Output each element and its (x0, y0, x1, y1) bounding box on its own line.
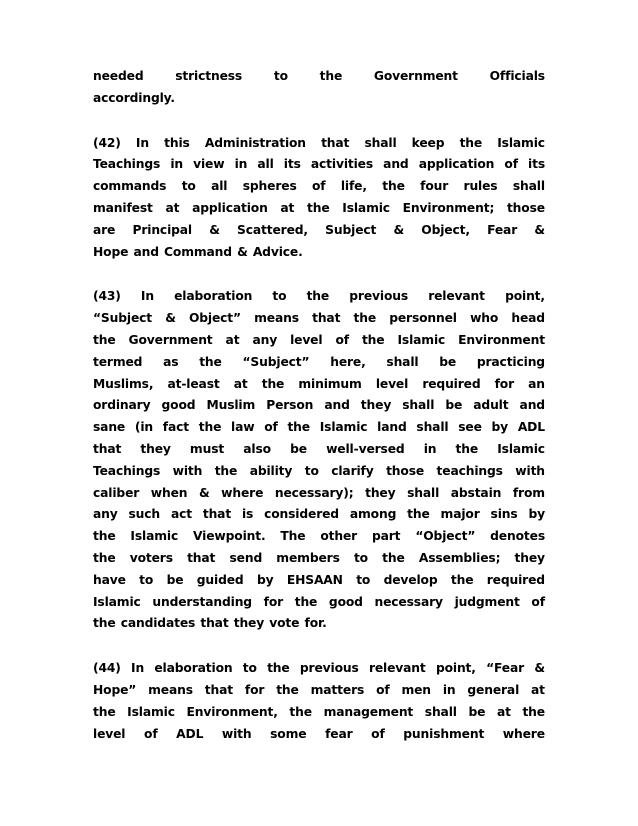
word: in (423, 441, 437, 456)
word: among (349, 507, 397, 522)
word: elaboration (174, 289, 253, 304)
word: the (198, 420, 222, 435)
word: here, (330, 354, 366, 369)
word: the (294, 594, 318, 609)
word: Command (164, 244, 232, 259)
word: to (304, 463, 319, 478)
word: manifest (93, 200, 153, 215)
text-line (93, 724, 545, 746)
word: all (211, 179, 228, 194)
word: The (280, 529, 306, 544)
word: minimum (298, 376, 362, 391)
word: Object, (421, 222, 470, 237)
paragraph (93, 66, 545, 110)
word: that (312, 311, 341, 326)
word: & (534, 222, 545, 237)
word: by (528, 507, 545, 522)
word: & (209, 222, 220, 237)
word: they (140, 441, 171, 456)
word: to (356, 572, 371, 587)
word: good (328, 594, 363, 609)
paragraph (93, 133, 545, 264)
word: when (150, 485, 188, 500)
word: at (233, 376, 248, 391)
word: Government (128, 332, 213, 347)
word: (43) (93, 289, 121, 304)
word: considered (264, 507, 339, 522)
word: for (494, 376, 515, 391)
word: “Subject” (242, 354, 310, 369)
word: they (360, 398, 392, 413)
word: its (528, 157, 545, 172)
word: at-least (167, 376, 220, 391)
word: any (252, 332, 278, 347)
word: that (187, 550, 216, 565)
word: the (307, 200, 330, 215)
word: understanding (152, 594, 252, 609)
word: part (371, 529, 401, 544)
word: well-versed (326, 441, 405, 456)
paragraph (93, 658, 545, 745)
word: sane (93, 420, 126, 435)
word: for (244, 682, 265, 697)
word: previous (349, 289, 409, 304)
word: to (181, 179, 196, 194)
word: for. (304, 616, 327, 631)
text-line (93, 592, 545, 614)
word: at (280, 200, 295, 215)
text-line (93, 570, 545, 592)
word: the (93, 529, 116, 544)
word: & (198, 485, 210, 500)
word: the (450, 572, 474, 587)
word: the (459, 135, 483, 150)
word: where (502, 726, 545, 741)
text-line (93, 526, 545, 548)
word: of (504, 157, 518, 172)
word: be (166, 572, 184, 587)
word: those (506, 200, 545, 215)
word: the (522, 704, 545, 719)
word: necessary); (274, 485, 354, 500)
word: & (165, 311, 176, 326)
text-line (93, 154, 545, 176)
text-line (93, 613, 545, 635)
word: those (386, 463, 425, 478)
word: that (204, 682, 233, 697)
word: law (231, 420, 255, 435)
word: the (261, 376, 285, 391)
word: & (534, 661, 545, 676)
word: ADL (517, 420, 545, 435)
text-line (93, 133, 545, 155)
word: teachings (436, 463, 503, 478)
word: clarify (331, 463, 374, 478)
text-line (93, 286, 545, 308)
word: they (514, 550, 545, 565)
word: (44) (93, 661, 121, 676)
word: the (93, 616, 116, 631)
word: matters (310, 682, 365, 697)
word: the (319, 69, 343, 83)
word: EHSAAN (286, 572, 343, 587)
word: they (233, 616, 265, 631)
word: shall (364, 135, 397, 150)
word: level (375, 376, 409, 391)
text-line (93, 352, 545, 374)
word: major (440, 507, 480, 522)
word: shall (424, 704, 457, 719)
word: Islamic (497, 441, 545, 456)
word: Islamic (127, 704, 175, 719)
word: abstain (450, 485, 502, 500)
word: where (221, 485, 264, 500)
word: the (382, 550, 405, 565)
word: and (519, 398, 545, 413)
word: land (377, 420, 407, 435)
word: that (202, 507, 232, 522)
word: its (283, 157, 301, 172)
word: In (131, 661, 145, 676)
word: adult (473, 398, 509, 413)
word: Principal (132, 222, 193, 237)
word: shall (416, 420, 449, 435)
word: Islamic (397, 332, 446, 347)
word: elaboration (154, 661, 233, 676)
word: life, (340, 179, 367, 194)
word: the (93, 704, 116, 719)
word: and (383, 157, 409, 172)
text-line (93, 198, 545, 220)
word: by (491, 420, 509, 435)
word: “Object” (415, 529, 476, 544)
word: “Subject (93, 311, 153, 326)
word: commands (93, 179, 167, 194)
word: at (165, 200, 180, 215)
word: Islamic (130, 529, 179, 544)
word: other (320, 529, 358, 544)
word: at (225, 332, 240, 347)
word: strictness (175, 69, 243, 83)
word: accordingly. (93, 90, 175, 105)
word: & (237, 244, 248, 259)
word: at (531, 682, 545, 697)
word: be (439, 354, 457, 369)
word: be (290, 441, 307, 456)
word: Government (373, 69, 458, 83)
word: in (234, 157, 248, 172)
word: fear (325, 726, 353, 741)
word: Muslim (206, 398, 256, 413)
word: head (511, 311, 545, 326)
word: and (324, 398, 350, 413)
word: the (93, 550, 116, 565)
word: Person (266, 398, 314, 413)
word: shall (512, 179, 545, 194)
word: of (264, 420, 278, 435)
word: Teachings (93, 463, 161, 478)
word: Hope” (93, 682, 137, 697)
document-page (93, 66, 545, 768)
word: this (164, 135, 190, 150)
text-line (93, 439, 545, 461)
word: for (263, 594, 284, 609)
word: send (229, 550, 263, 565)
word: the (407, 507, 430, 522)
word: ADL (176, 726, 204, 741)
word: point, (435, 661, 476, 676)
word: see (458, 420, 482, 435)
text-line (93, 483, 545, 505)
word: the (276, 682, 299, 697)
word: the (382, 179, 405, 194)
text-line (93, 374, 545, 396)
word: the (93, 332, 116, 347)
word: relevant (368, 661, 426, 676)
word: at (496, 704, 511, 719)
word: all (257, 157, 274, 172)
text-line (93, 242, 545, 264)
word: fact (162, 420, 189, 435)
word: with (221, 726, 252, 741)
word: the (287, 420, 310, 435)
word: Islamic (497, 135, 545, 150)
word: who (470, 311, 499, 326)
word: Viewpoint. (193, 529, 266, 544)
text-line (93, 176, 545, 198)
word: that (93, 441, 122, 456)
word: shall (402, 398, 435, 413)
word: (42) (93, 135, 121, 150)
word: general (467, 682, 520, 697)
word: management (323, 704, 414, 719)
word: are (93, 222, 116, 237)
word: In (135, 135, 149, 150)
word: denotes (490, 529, 545, 544)
word: (in (134, 420, 154, 435)
word: to (353, 550, 368, 565)
text-line (93, 88, 545, 110)
word: an (528, 376, 545, 391)
word: the (353, 311, 377, 326)
word: in (442, 682, 456, 697)
word: the (214, 463, 238, 478)
word: means (254, 311, 299, 326)
word: & (393, 222, 405, 237)
word: spheres (242, 179, 297, 194)
word: to (242, 661, 257, 676)
word: is (241, 507, 254, 522)
word: relevant (428, 289, 485, 304)
word: “Fear (486, 661, 525, 676)
text-line (93, 461, 545, 483)
word: punishment (403, 726, 485, 741)
text-line (93, 680, 545, 702)
word: required (422, 376, 481, 391)
word: view (193, 157, 225, 172)
word: act (170, 507, 192, 522)
text-line (93, 548, 545, 570)
word: develop (383, 572, 438, 587)
word: ordinary (93, 398, 151, 413)
text-line (93, 220, 545, 242)
word: shall (407, 485, 440, 500)
word: the (455, 441, 479, 456)
word: Environment, (186, 704, 278, 719)
word: in (170, 157, 183, 172)
word: Teachings (93, 157, 161, 172)
word: that (321, 135, 350, 150)
word: the (289, 704, 312, 719)
text-line (93, 330, 545, 352)
word: judgment (454, 594, 520, 609)
word: sins (490, 507, 518, 522)
word: the (199, 354, 222, 369)
word: keep (411, 135, 445, 150)
word: practicing (476, 354, 545, 369)
word: voters (129, 550, 173, 565)
word: of (371, 726, 385, 741)
word: and (133, 244, 159, 259)
word: level (290, 332, 323, 347)
word: Islamic (93, 594, 141, 609)
word: guided (196, 572, 244, 587)
word: of (311, 179, 326, 194)
word: candidates (120, 616, 196, 631)
word: Advice. (252, 244, 303, 259)
word: to (272, 289, 287, 304)
word: needed (93, 69, 144, 83)
paragraph (93, 286, 545, 635)
word: the (361, 332, 385, 347)
word: Environment (458, 332, 545, 347)
word: such (128, 507, 161, 522)
word: also (243, 441, 271, 456)
word: personnel (389, 311, 457, 326)
text-line (93, 417, 545, 439)
word: the (306, 289, 330, 304)
word: Fear (487, 222, 518, 237)
word: of (335, 332, 349, 347)
word: activities (310, 157, 374, 172)
word: must (189, 441, 225, 456)
word: termed (93, 354, 143, 369)
word: to (139, 572, 154, 587)
word: the (267, 661, 290, 676)
word: good (161, 398, 196, 413)
text-line (93, 504, 545, 526)
word: In (140, 289, 154, 304)
text-line (93, 658, 545, 680)
word: Islamic (342, 200, 390, 215)
word: from (512, 485, 545, 500)
word: Scattered, (237, 222, 308, 237)
word: as (163, 354, 179, 369)
word: to (273, 69, 288, 83)
word: four (420, 179, 449, 194)
word: vote (269, 616, 300, 631)
word: by (256, 572, 274, 587)
word: previous (299, 661, 359, 676)
word: be (445, 398, 463, 413)
word: members (276, 550, 340, 565)
word: that (200, 616, 229, 631)
text-line (93, 66, 545, 88)
word: of (376, 682, 390, 697)
word: with (515, 463, 545, 478)
word: Officials (489, 69, 545, 83)
word: they (365, 485, 396, 500)
word: Islamic (319, 420, 368, 435)
word: ability (249, 463, 293, 478)
text-line (93, 702, 545, 724)
word: application (418, 157, 495, 172)
text-line (93, 308, 545, 330)
word: some (270, 726, 307, 741)
word: necessary (374, 594, 443, 609)
word: of (144, 726, 158, 741)
word: any (93, 507, 118, 522)
word: application (192, 200, 268, 215)
word: shall (386, 354, 419, 369)
word: have (93, 572, 126, 587)
word: caliber (93, 485, 140, 500)
word: Muslims, (93, 376, 154, 391)
word: Environment; (402, 200, 495, 215)
word: be (468, 704, 486, 719)
word: Assemblies; (418, 550, 501, 565)
word: of (531, 594, 545, 609)
word: Administration (204, 135, 306, 150)
word: rules (463, 179, 498, 194)
word: Object” (188, 311, 241, 326)
word: with (172, 463, 203, 478)
word: Hope (93, 244, 129, 259)
text-line (93, 395, 545, 417)
word: level (93, 726, 126, 741)
word: required (486, 572, 545, 587)
word: men (401, 682, 431, 697)
word: Subject (325, 222, 377, 237)
word: means (148, 682, 193, 697)
word: point, (505, 289, 545, 304)
